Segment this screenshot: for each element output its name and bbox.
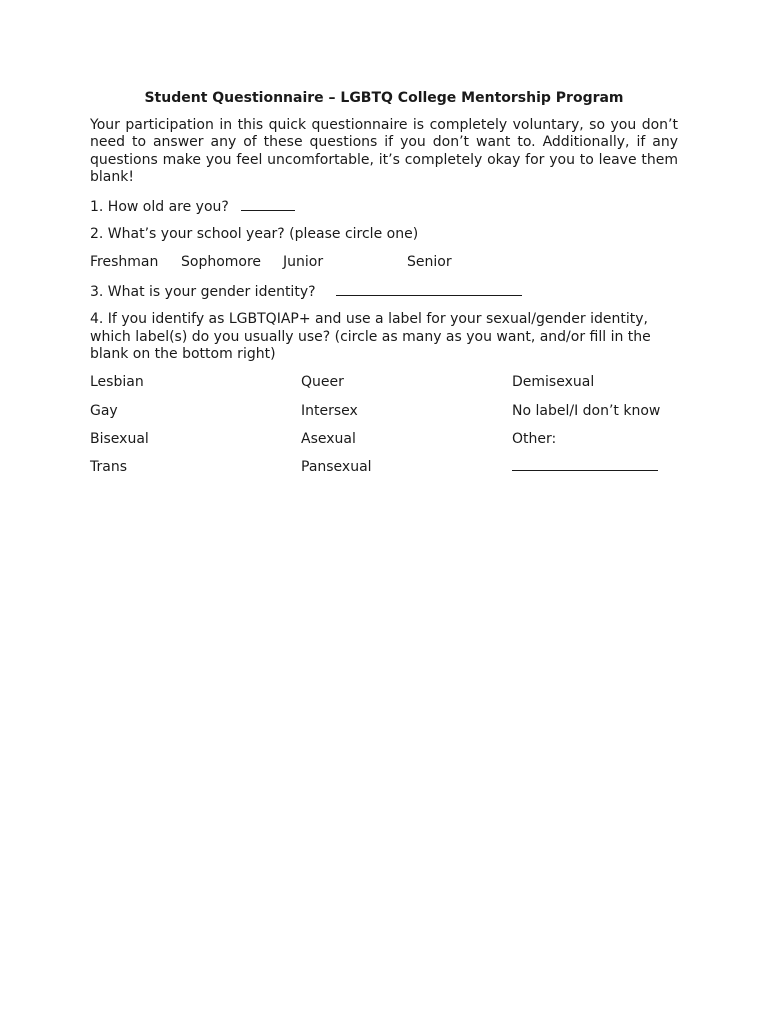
question-3-text: 3. What is your gender identity? (90, 283, 316, 300)
other-label-blank[interactable] (512, 470, 658, 471)
question-1-text: 1. How old are you? (90, 198, 229, 215)
question-4: 4. If you identify as LGBTQIAP+ and use a label for your sexual/gender identity, which label(s) do you usually use? (circle as many as you want, and/or fill in the blank on the bottom right) (90, 311, 651, 362)
question-2: 2. What’s your school year? (please circle one) (90, 226, 419, 242)
label-bisexual[interactable]: Bisexual (90, 430, 149, 447)
label-demisexual[interactable]: Demisexual (512, 373, 595, 390)
identity-label-options (90, 374, 678, 484)
label-lesbian[interactable]: Lesbian (90, 373, 144, 390)
school-year-junior[interactable]: Junior (283, 253, 324, 270)
question-3 (90, 282, 678, 302)
label-other[interactable]: Other: (512, 430, 557, 447)
label-intersex[interactable]: Intersex (301, 402, 358, 419)
label-trans[interactable]: Trans (90, 458, 127, 475)
label-asexual[interactable]: Asexual (301, 430, 356, 447)
page-title: Student Questionnaire – LGBTQ College Mentorship Program (144, 90, 624, 106)
school-year-senior[interactable]: Senior (407, 253, 452, 270)
question-1 (90, 197, 678, 217)
label-pansexual[interactable]: Pansexual (301, 458, 372, 475)
school-year-sophomore[interactable]: Sophomore (181, 253, 262, 270)
school-year-freshman[interactable]: Freshman (90, 253, 159, 270)
gender-identity-blank[interactable] (336, 282, 522, 296)
label-gay[interactable]: Gay (90, 402, 118, 419)
school-year-options (90, 254, 678, 272)
intro-paragraph: Your participation in this quick questionnaire is completely voluntary, so you don’t need to answer any of these questions if you don’t want to. Additionally, if any questions make you feel uncomfortable, it’s completely okay for you to leave them blank! (90, 116, 678, 185)
age-blank[interactable] (241, 197, 295, 211)
questionnaire-page (90, 90, 678, 484)
label-queer[interactable]: Queer (301, 373, 344, 390)
label-no-label[interactable]: No label/I don’t know (512, 402, 661, 419)
